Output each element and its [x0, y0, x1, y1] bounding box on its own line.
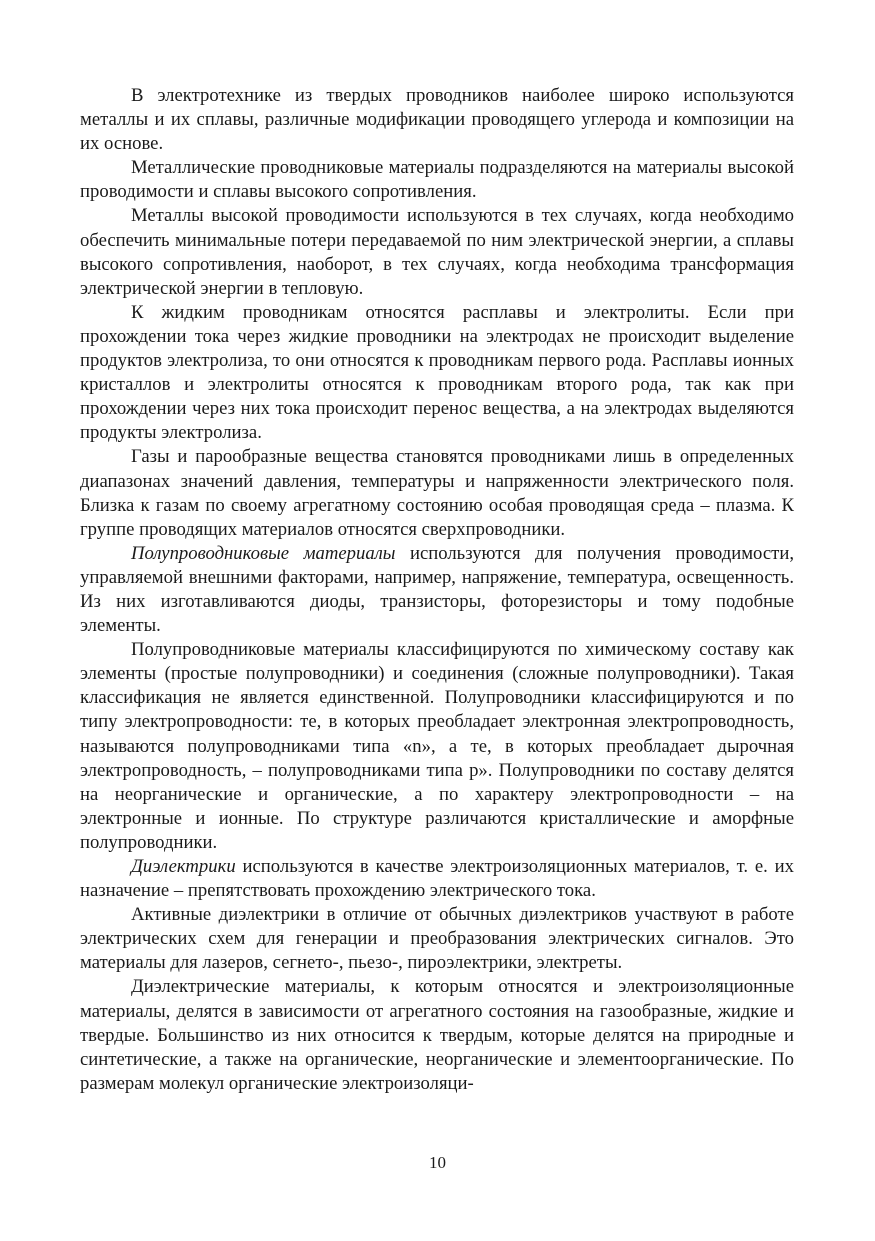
paragraph-semiconductor-classification: Полупроводниковые материалы классифицируются по химическому составу как элементы (простые полупроводники) и соединения (сложные полупроводники). Такая классификация не является единственной. Полупроводники классифицируются и по типу электропроводности: те, в которых преобладает электронная электропроводность, называются полупроводниками типа «n», а те, в которых преобладает дырочная электропроводность, – полупроводниками типа р». Полупроводники по составу делятся на неорганические и органические, а по характеру электропроводности – на электронные и ионные. По структуре различаются кристаллические и аморфные полупроводники. — [80, 639, 794, 853]
paragraph-dielectrics-text: используются в качестве электроизоляционных материалов, т. е. их назначение – препятствовать прохождению электрического тока. — [80, 856, 794, 902]
term-semiconductors: Полупроводниковые материалы — [131, 542, 396, 564]
paragraph-liquid-conductors: К жидким проводникам относятся расплавы и электролиты. Если при прохождении тока через жидкие проводники на электродах не происходит выделение продуктов электролиза, то они относятся к проводникам первого рода. Расплавы ионных кристаллов и электролиты относятся к проводникам второго рода, так как при прохождении через них тока происходит перенос вещества, а на электродах выделяются продукты электролиза. — [80, 301, 794, 444]
paragraph-high-conductivity: Металлы высокой проводимости используются в тех случаях, когда необходимо обеспечить минимальные потери передаваемой по ним электрической энергии, а сплавы высокого сопротивления, наоборот, в тех случаях, когда необходима трансформация электрической энергии в тепловую. — [80, 205, 794, 299]
paragraph-semiconductors-text: используются для получения проводимости, управляемой внешними факторами, например, напряжение, температура, освещенность. Из них изготавливаются диоды, транзисторы, фоторезисторы и тому подобные элементы. — [80, 542, 794, 637]
paragraph-dielectrics — [80, 855, 794, 903]
page-number: 10 — [429, 1153, 446, 1172]
page-body — [80, 84, 794, 1096]
paragraph-metallic-materials: Металлические проводниковые материалы подразделяются на материалы высокой проводимости и сплавы высокого сопротивления. — [80, 157, 794, 203]
paragraph-gases: Газы и парообразные вещества становятся проводниками лишь в определенных диапазонах значений давления, температуры и напряженности электрического поля. Близка к газам по своему агрегатному состоянию особая проводящая среда – плазма. К группе проводящих материалов относятся сверхпроводники. — [80, 446, 794, 540]
paragraph-dielectric-materials: Диэлектрические материалы, к которым относятся и электроизоляционные материалы, делятся в зависимости от агрегатного состояния на газообразные, жидкие и твердые. Большинство из них относится к твердым, которые делятся на природные и синтетические, а также на органические, неорганические и элементоорганические. По размерам молекул органические электроизоляци- — [80, 976, 794, 1094]
paragraph-solid-conductors: В электротехнике из твердых проводников наиболее широко используются металлы и их сплавы, различные модификации проводящего углерода и композиции на их основе. — [80, 85, 794, 155]
paragraph-semiconductors — [80, 542, 794, 638]
term-dielectrics: Диэлектрики — [131, 856, 236, 877]
paragraph-active-dielectrics: Активные диэлектрики в отличие от обычных диэлектриков участвуют в работе электрических схем для генерации и преобразования электрических сигналов. Это материалы для лазеров, сегнето-, пьезо-, пироэлектрики, электреты. — [80, 904, 794, 974]
